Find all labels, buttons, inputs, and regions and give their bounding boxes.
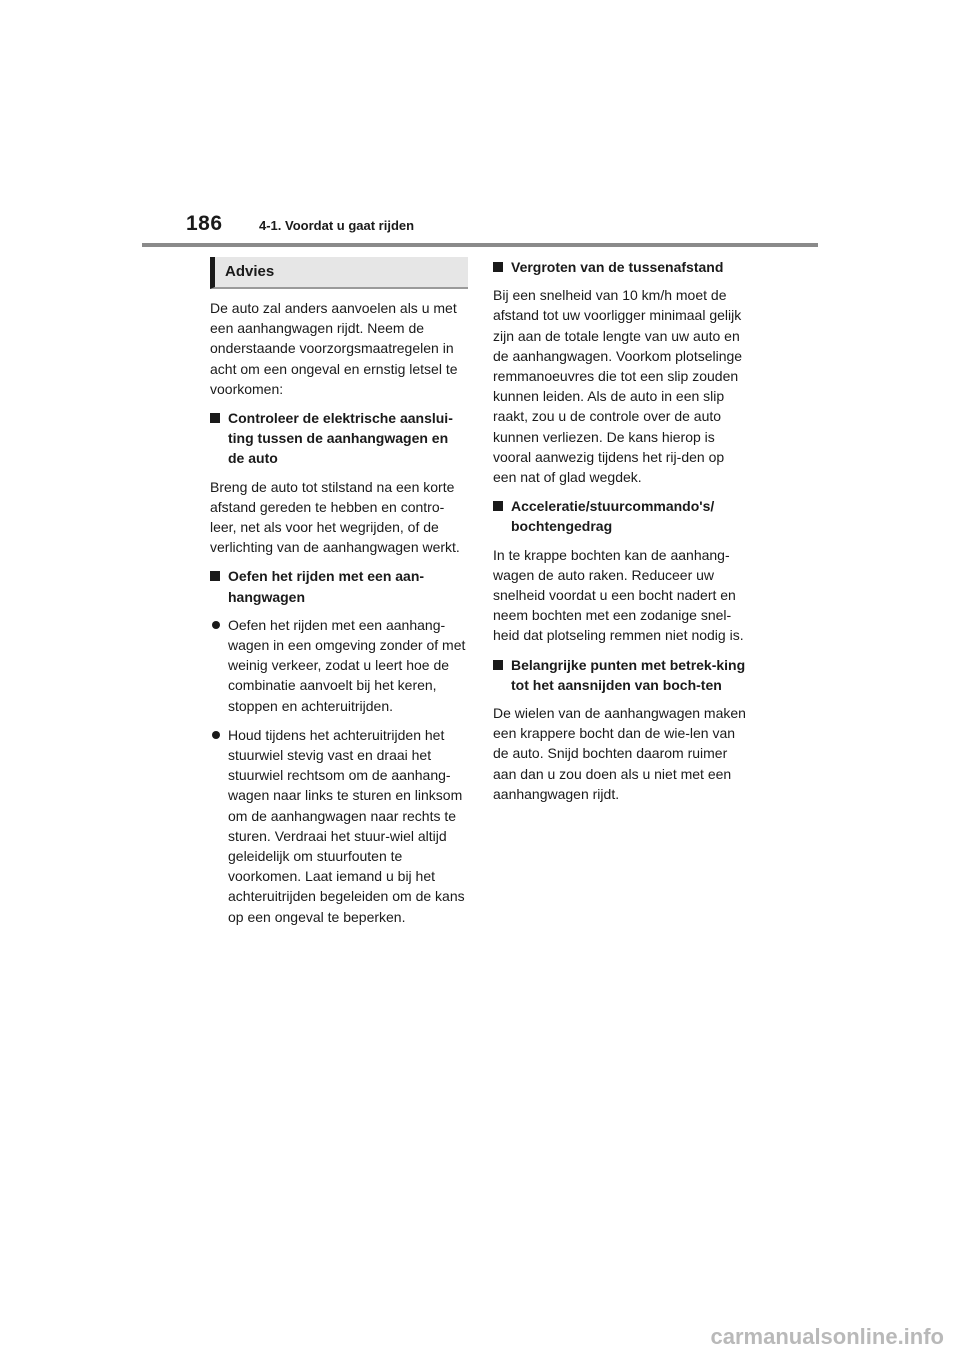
square-bullet-icon — [210, 571, 220, 581]
subheading-practice — [210, 566, 468, 606]
paragraph-distance: Bij een snelheid van 10 km/h moet de afstand tot uw voorligger minimaal gelijk zijn aan de totale lengte van uw auto en de aanhangwagen. Voorkom plotselinge remmanoeuvres die tot een slip zouden kunnen leiden. Als de auto in een slip raakt, zou u de controle over de auto kunnen verliezen. De kans hierop is vooral aanwezig tijdens het rij-den op een nat of glad wegdek. — [493, 287, 743, 486]
intro-paragraph: De auto zal anders aanvoelen als u met een aanhangwagen rijdt. Neem de onderstaande voorzorgsmaatregelen in acht om een ongeval en ernstig letsel te voorkomen: — [210, 300, 458, 397]
subheading-text: Oefen het rijden met een aan-hangwagen — [228, 568, 425, 605]
round-bullet-icon — [212, 731, 220, 739]
bullet-item — [210, 615, 468, 716]
bullet-text: Houd tijdens het achteruitrijden het stuurwiel stevig vast en draai het stuurwiel rechtsom om de aanhang-wagen naar links te sturen en linksom om de aanhangwagen naar rechts te sturen. Verdraai het stuur-wiel altijd geleidelijk om stuurfouten te voorkomen. Laat iemand u bij het achteruitrijden begeleiden om de kans op een ongeval te beperken. — [228, 726, 465, 925]
square-bullet-icon — [493, 262, 503, 272]
advies-box — [210, 257, 468, 289]
subheading-text: Vergroten van de tussenafstand — [511, 259, 724, 275]
right-column — [493, 257, 751, 813]
subheading-acceleration — [493, 496, 751, 536]
page-number: 186 — [186, 212, 223, 235]
bullet-item — [210, 725, 468, 927]
watermark: carmanualsonline.info — [710, 1324, 944, 1349]
paragraph-connection: Breng de auto tot stilstand na een korte afstand gereden te hebben en contro-leer, net als voor het wegrijden, of de verlichting van de aanhangwagen werkt. — [210, 478, 460, 556]
advies-title: Advies — [225, 263, 275, 280]
paragraph-cornering: De wielen van de aanhangwagen maken een krappere bocht dan de wie-len van de auto. Snijd bochten daarom ruimer aan dan u zou doen als u niet met een aanhangwagen rijdt. — [493, 705, 746, 802]
subheading-text: Controleer de elektrische aanslui-ting tussen de aanhangwagen en de auto — [228, 410, 453, 467]
round-bullet-icon — [212, 621, 220, 629]
subheading-text: Belangrijke punten met betrek-king tot het aansnijden van boch-ten — [511, 656, 746, 693]
square-bullet-icon — [493, 660, 503, 670]
paragraph-acceleration: In te krappe bochten kan de aanhang-wagen de auto raken. Reduceer uw snelheid voordat u een bocht nadert en neem bochten met een zodanige snel-heid dat plotseling remmen niet nodig is. — [493, 546, 744, 644]
left-column — [210, 257, 468, 936]
subheading-text: Acceleratie/stuurcommando's/ bochtengedrag — [511, 498, 715, 535]
subheading-distance — [493, 257, 751, 277]
header-divider — [142, 243, 818, 247]
square-bullet-icon — [493, 501, 503, 511]
section-title: 4-1. Voordat u gaat rijden — [259, 218, 415, 233]
subheading-cornering — [493, 655, 751, 695]
bullet-text: Oefen het rijden met een aanhang-wagen in een omgeving zonder of met weinig verkeer, zodat u leert hoe de combinatie aanvoelt bij het keren, stoppen en achteruitrijden. — [228, 616, 466, 714]
square-bullet-icon — [210, 413, 220, 423]
subheading-connection — [210, 408, 468, 469]
